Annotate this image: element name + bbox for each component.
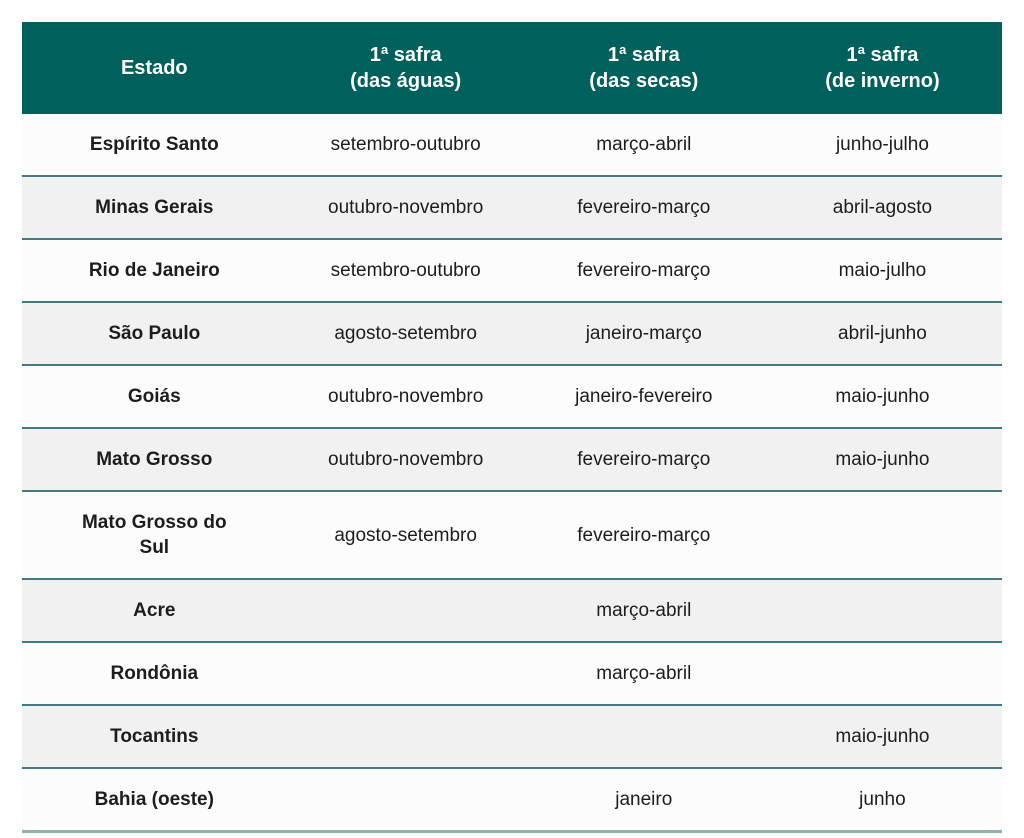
secas-cell: março-abril — [596, 663, 692, 684]
inverno-cell: maio-junho — [835, 449, 930, 470]
header-safra-aguas-line1: 1ª safra — [369, 44, 442, 66]
secas-cell: janeiro — [615, 789, 673, 810]
state-label: Rondônia — [110, 663, 199, 684]
inverno-cell: junho-julho — [835, 134, 929, 155]
header-safra-inverno — [763, 22, 1002, 114]
state-cell — [22, 114, 287, 176]
state-label: Minas Gerais — [95, 197, 214, 218]
secas-cell: fevereiro-março — [577, 524, 711, 546]
safra-table-container — [22, 22, 1002, 833]
inverno-cell — [763, 642, 1002, 705]
aguas-cell — [287, 642, 525, 705]
table-header — [22, 22, 1002, 114]
header-safra-aguas — [287, 22, 525, 114]
inverno-cell: maio-julho — [838, 260, 927, 281]
state-cell — [22, 176, 287, 239]
header-estado: Estado — [22, 22, 287, 114]
secas-cell: fevereiro-março — [577, 260, 711, 281]
aguas-cell — [287, 768, 525, 832]
inverno-cell — [763, 491, 1002, 579]
table-row — [22, 705, 1002, 768]
secas-cell: março-abril — [596, 134, 692, 155]
state-cell — [22, 705, 287, 768]
header-safra-secas-line1: 1ª safra — [607, 44, 680, 66]
aguas-cell — [287, 705, 525, 768]
table-row — [22, 428, 1002, 491]
state-label: Rio de Janeiro — [88, 260, 220, 281]
header-safra-inverno-line1: 1ª safra — [846, 44, 919, 66]
aguas-cell: setembro-outubro — [330, 134, 481, 155]
header-safra-secas — [525, 22, 763, 114]
table-row — [22, 239, 1002, 302]
secas-cell — [525, 705, 763, 768]
inverno-cell — [763, 579, 1002, 642]
header-safra-secas-line2: (das secas) — [589, 70, 699, 92]
safra-table — [22, 22, 1002, 833]
state-cell — [22, 768, 287, 832]
state-label: Bahia (oeste) — [94, 789, 214, 810]
table-row — [22, 579, 1002, 642]
header-safra-aguas-line2: (das águas) — [350, 70, 462, 92]
table-row — [22, 365, 1002, 428]
aguas-cell: setembro-outubro — [330, 260, 481, 281]
secas-cell: março-abril — [596, 600, 692, 621]
aguas-cell — [287, 579, 525, 642]
state-cell — [22, 579, 287, 642]
table-row — [22, 642, 1002, 705]
secas-cell: janeiro-março — [585, 323, 702, 344]
inverno-cell: maio-junho — [835, 726, 930, 747]
inverno-cell: abril-agosto — [832, 197, 933, 218]
state-cell — [22, 239, 287, 302]
inverno-cell: abril-junho — [838, 323, 927, 344]
state-cell — [22, 428, 287, 491]
table-row — [22, 302, 1002, 365]
state-label: Mato Grosso do Sul — [81, 512, 227, 558]
state-cell — [22, 302, 287, 365]
state-label: Espírito Santo — [89, 134, 219, 155]
aguas-cell: agosto-setembro — [334, 524, 477, 546]
state-label: Tocantins — [110, 726, 199, 747]
state-label: São Paulo — [108, 323, 201, 344]
inverno-cell: junho — [859, 789, 906, 810]
header-row — [22, 22, 1002, 114]
secas-cell: janeiro-fevereiro — [575, 386, 713, 407]
table-row — [22, 176, 1002, 239]
aguas-cell: agosto-setembro — [334, 323, 477, 344]
table-row — [22, 768, 1002, 832]
secas-cell: fevereiro-março — [577, 449, 711, 470]
aguas-cell: outubro-novembro — [328, 197, 484, 218]
state-label: Acre — [133, 600, 176, 621]
state-cell — [22, 642, 287, 705]
state-cell — [22, 365, 287, 428]
table-body — [22, 114, 1002, 832]
state-label: Mato Grosso — [96, 449, 213, 470]
table-row — [22, 114, 1002, 176]
table-row — [22, 491, 1002, 579]
state-cell — [22, 491, 287, 579]
inverno-cell: maio-junho — [835, 386, 930, 407]
secas-cell: fevereiro-março — [577, 197, 711, 218]
header-safra-inverno-line2: (de inverno) — [825, 70, 940, 92]
state-label: Goiás — [127, 386, 181, 407]
aguas-cell: outubro-novembro — [328, 449, 484, 470]
aguas-cell: outubro-novembro — [328, 386, 484, 407]
